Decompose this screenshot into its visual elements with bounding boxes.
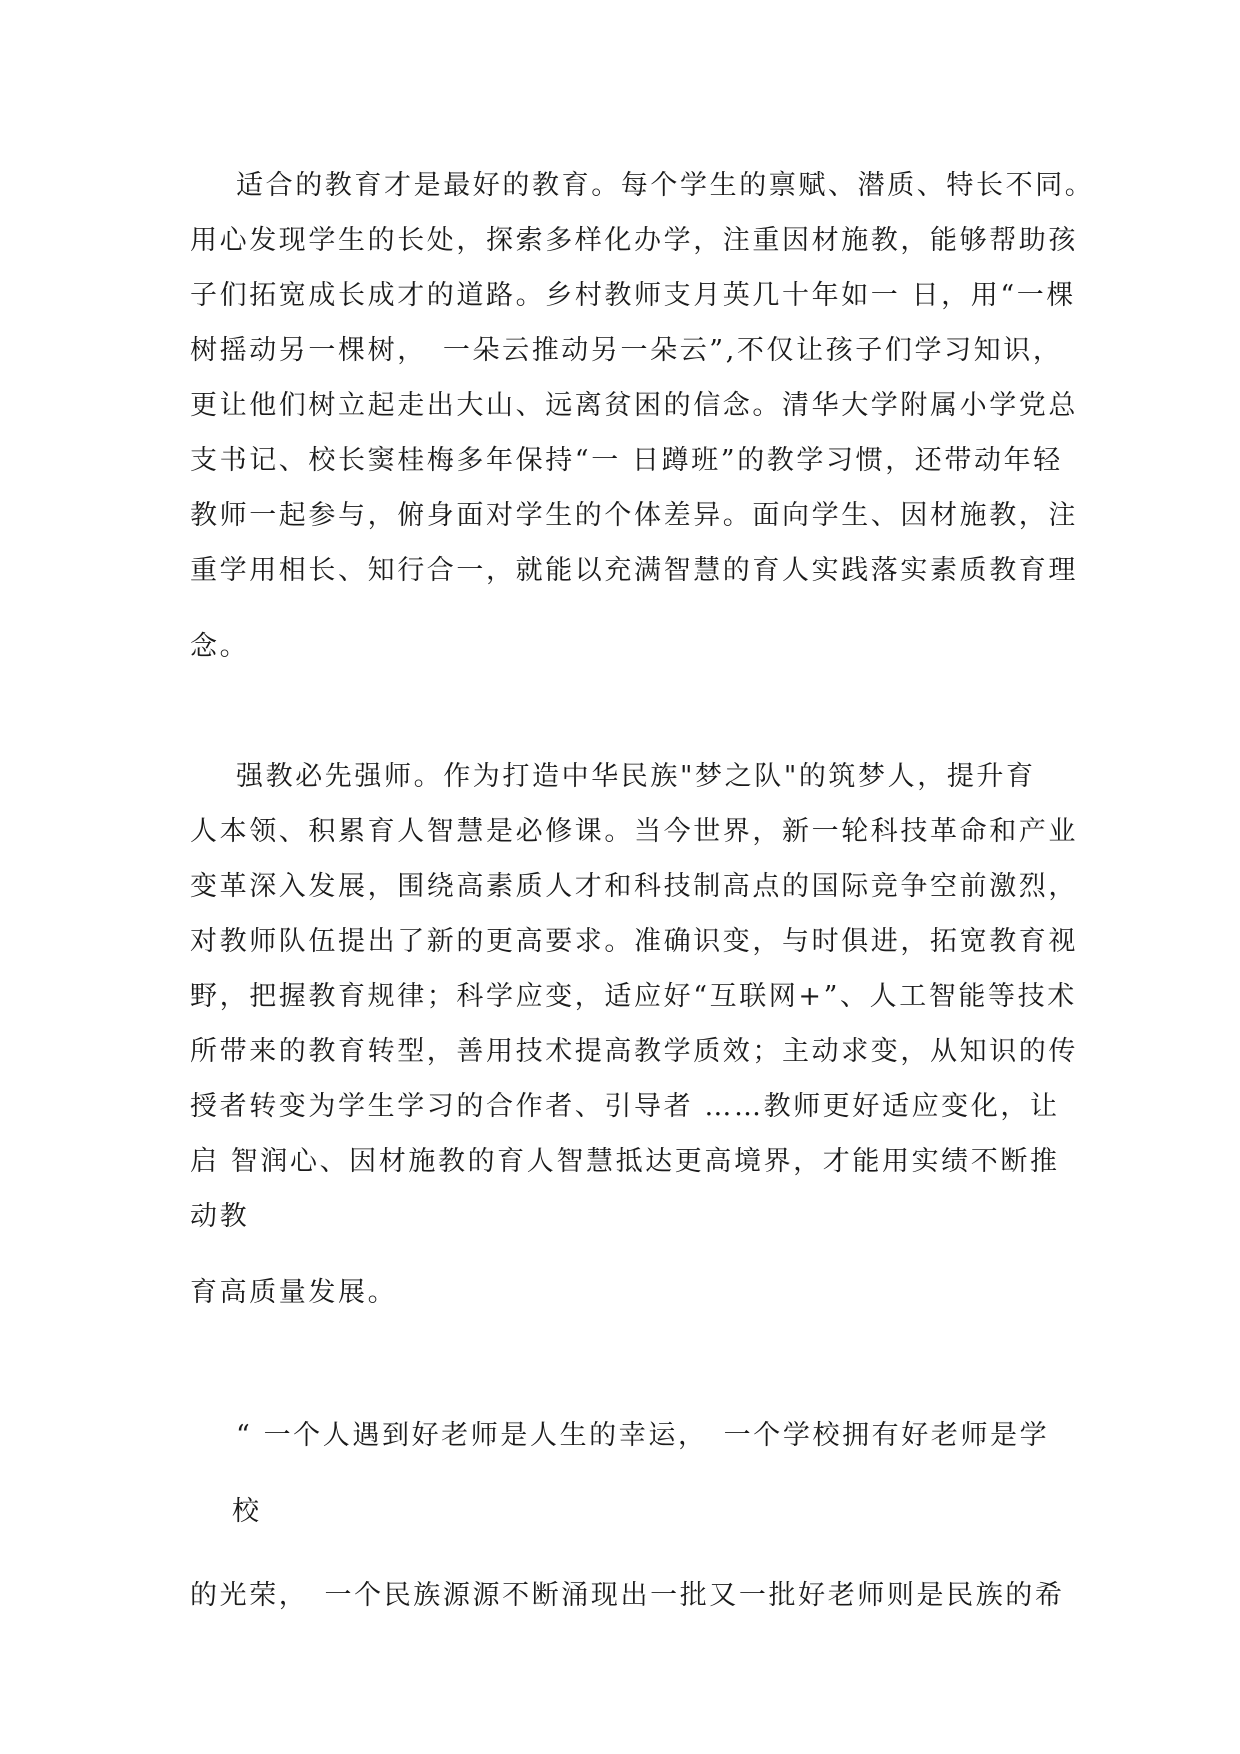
paragraph-3-line-2: 校 [232,1496,262,1527]
paragraph-1-line-3: 子们拓宽成长成才的道路。乡村教师支月英几十年如一 日，用“一棵 [190,280,1076,311]
paragraph-1-line-1: 适合的教育才是最好的教育。每个学生的禀赋、潜质、特长不同。 [236,170,1095,201]
paragraph-3-line-1: “ 一个人遇到好老师是人生的幸运， 一个学校拥有好老师是学 [236,1420,1050,1451]
paragraph-2-line-9: 动教 [190,1201,250,1232]
paragraph-1-line-5: 更让他们树立起走出大山、远离贫困的信念。清华大学附属小学党总 [190,390,1078,421]
paragraph-2-line-1: 强教必先强师。作为打造中华民族"梦之队"的筑梦人，提升育 [236,761,1036,792]
paragraph-1-line-2: 用心发现学生的长处，探索多样化办学，注重因材施教，能够帮助孩 [190,225,1078,256]
paragraph-1-line-4: 树摇动另一棵树， 一朵云推动另一朵云”,不仅让孩子们学习知识， [190,335,1063,366]
paragraph-1-line-7: 教师一起参与，俯身面对学生的个体差异。面向学生、因材施教，注 [190,500,1078,531]
paragraph-1-line-9: 念。 [190,631,250,662]
paragraph-1-line-8: 重学用相长、知行合一，就能以充满智慧的育人实践落实素质教育理 [190,555,1078,586]
paragraph-2-line-3: 变革深入发展，围绕高素质人才和科技制高点的国际竞争空前激烈， [190,871,1078,902]
paragraph-2-line-10: 育高质量发展。 [190,1277,398,1308]
paragraph-2-line-6: 所带来的教育转型，善用技术提高教学质效；主动求变，从知识的传 [190,1036,1078,1067]
paragraph-2-line-7: 授者转变为学生学习的合作者、引导者 ……教师更好适应变化，让 [190,1091,1060,1122]
paragraph-2-line-5: 野，把握教育规律；科学应变，适应好“互联网+”、人工智能等技术 [190,981,1077,1012]
paragraph-1-line-6: 支书记、校长窦桂梅多年保持“一 日蹲班”的教学习惯，还带动年轻 [190,445,1063,476]
paragraph-3-line-3: 的光荣， 一个民族源源不断涌现出一批又一批好老师则是民族的希 [190,1580,1065,1611]
paragraph-2-line-4: 对教师队伍提出了新的更高要求。准确识变，与时俱进，拓宽教育视 [190,926,1078,957]
paragraph-2-line-8: 启 智润心、因材施教的育人智慧抵达更高境界，才能用实绩不断推 [190,1146,1060,1177]
paragraph-2-line-2: 人本领、积累育人智慧是必修课。当今世界，新一轮科技革命和产业 [190,816,1078,847]
